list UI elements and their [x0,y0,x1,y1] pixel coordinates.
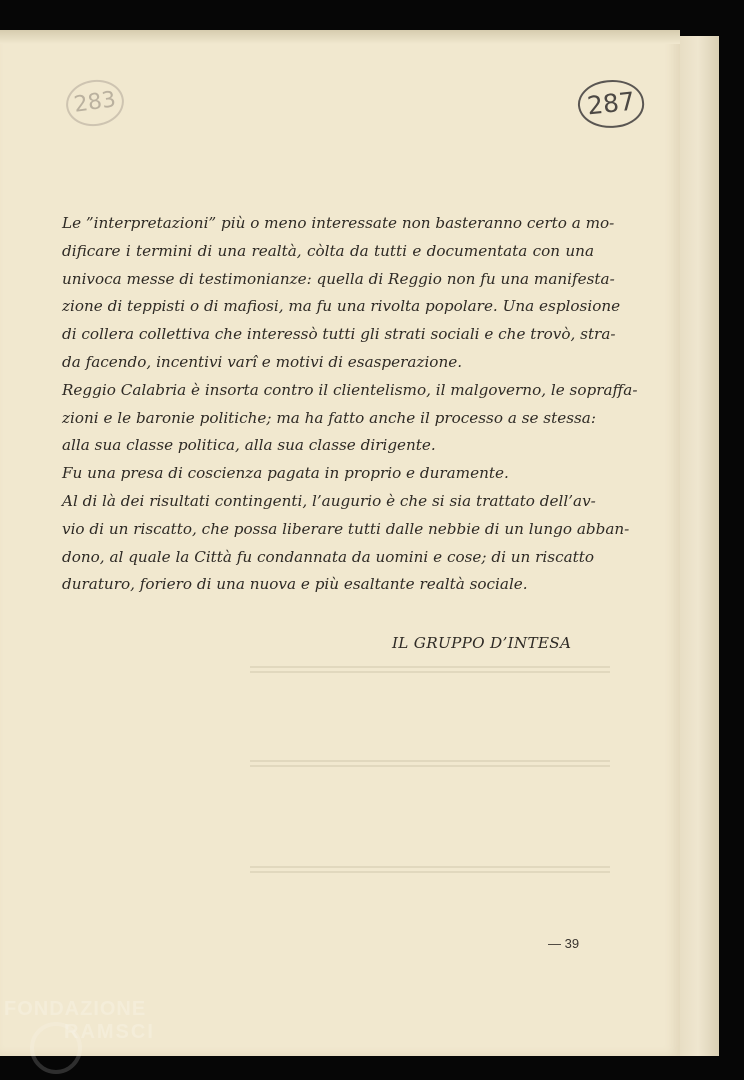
page-edge-stack [676,36,719,1056]
text-line: zioni e le baronie politiche; ma ha fatto anche il processo a se stessa: [62,408,596,427]
pen-page-annotation: 287 [576,77,647,132]
signature: IL GRUPPO D’INTESA [392,634,572,652]
page-number: — 39 [548,936,580,951]
bleed-through-lines [250,760,610,827]
text-line: univoca messe di testimonianze: quella di Reggio non fu una manifesta- [62,269,615,288]
watermark-line: FONDAZIONE [4,998,147,1020]
text-line: Reggio Calabria è insorta contro il clientelismo, il malgoverno, le sopraffa- [62,380,638,399]
text-line: alla sua classe politica, alla sua classe dirigente. [62,436,436,455]
text-line: di collera collettiva che interessò tutti gli strati sociali e che trovò, stra- [62,325,616,344]
text-line: duraturo, foriero di una nuova e più esaltante realtà sociale. [62,575,528,594]
watermark [4,998,155,1044]
appendix-text [62,210,638,599]
bleed-through-lines [250,866,610,923]
text-line: zione di teppisti o di mafiosi, ma fu una rivolta popolare. Una esplosione [62,297,621,316]
page-top-edge [0,30,680,44]
pencil-page-annotation: 283 [63,76,127,130]
text-line: dificare i termini di una realtà, còlta da tutti e documentata con una [62,241,594,260]
text-line: dono, al quale la Città fu condannata da uomini e cose; di un riscatto [62,547,594,566]
text-line: Le ”interpretazioni” più o meno interessate non basteranno certo a mo- [62,214,615,232]
bleed-through-lines [250,666,610,753]
watermark-line: RAMSCI [64,1021,155,1043]
text-line: Fu una presa di coscienza pagata in proprio e duramente. [62,464,509,483]
text-line: vio di un riscatto, che possa liberare tutti dalle nebbie di un lungo abban- [62,519,630,538]
text-line: da facendo, incentivi varî e motivi di esasperazione. [62,352,463,371]
text-line: Al di là dei risultati contingenti, l’augurio è che si sia trattato dell’av- [62,491,596,510]
